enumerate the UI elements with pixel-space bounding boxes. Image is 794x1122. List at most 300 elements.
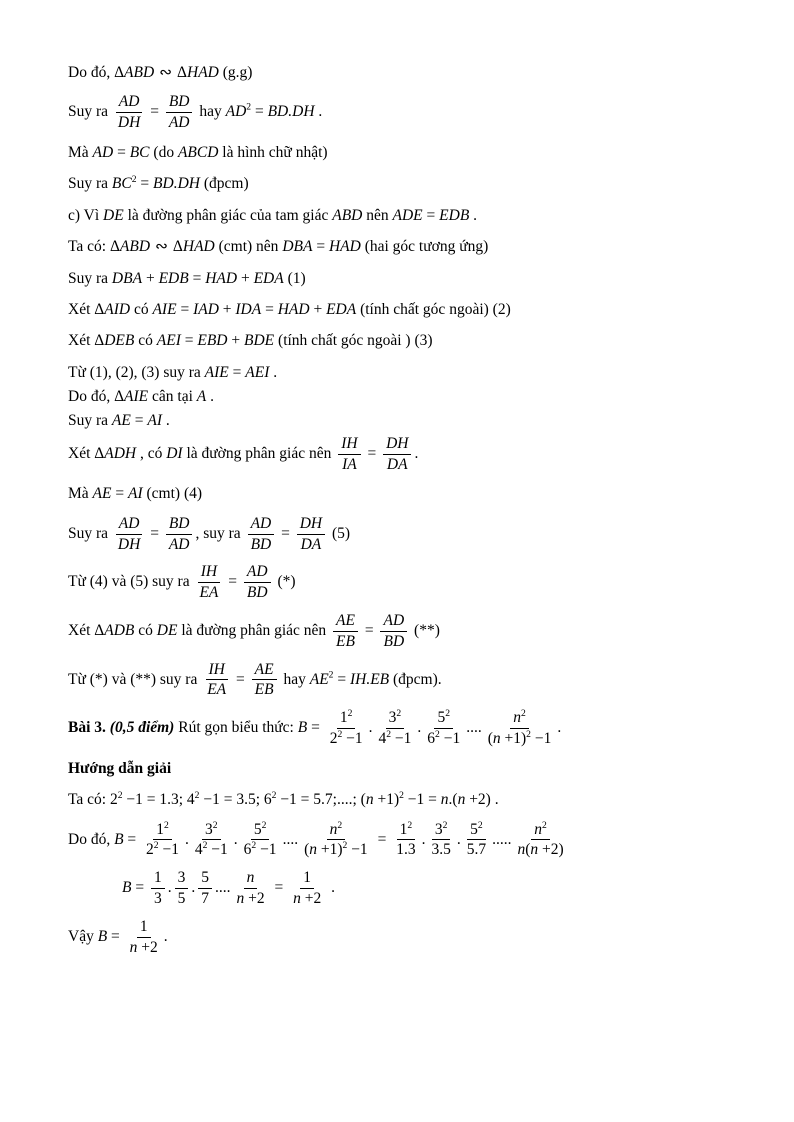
text-run: 5 [177,890,186,908]
math-run: HAD [205,269,238,287]
text-run: −1 [158,841,179,859]
text-run: . [557,719,562,737]
text-run: −1 [342,730,363,748]
fraction [166,93,193,132]
fraction [424,709,463,748]
text-run: = [224,573,241,591]
superscript: 2 [520,708,526,720]
fraction-denominator [115,113,143,132]
similarity-symbol: ∾ [150,237,173,256]
text-run: 4 [378,730,387,748]
superscript: 2 [117,790,123,802]
fraction-denominator [244,583,271,602]
text-run: −1 [439,730,461,748]
fraction-denominator [143,840,182,859]
fraction-numerator [244,563,271,583]
fraction [248,515,275,554]
math-run: AD [246,563,268,581]
math-run: AE [309,670,329,688]
math-run: ABD [332,206,363,224]
text-run: = [176,300,194,318]
fraction [290,869,324,908]
text-run: +2) . [465,791,499,809]
text-run: +1) [373,791,400,809]
text-run: Ta có: 2 [68,791,118,809]
text-line-20 [68,758,758,779]
fraction-denominator [151,889,165,908]
superscript: 2 [542,819,547,831]
text-run: Rút gọn biểu thức: [178,719,298,737]
fraction-denominator [233,889,267,908]
text-run: có [134,621,157,639]
text-run: là đường phân giác của tam giác [123,206,333,224]
superscript: 2 [477,819,483,831]
text-run: 3 [434,820,443,838]
fraction [166,515,193,554]
document-body [68,62,758,957]
text-run: = [261,300,278,318]
text-run: ( [487,730,493,748]
text-run: (1) [283,269,306,287]
fraction-numerator [244,869,258,889]
text-run: + [218,300,236,318]
text-run: (cmt) (4) [142,485,203,503]
fraction [115,515,143,554]
text-line-2 [68,93,758,132]
text-run: + [142,269,159,287]
text-run: . [314,103,323,121]
text-run: . [269,363,278,381]
text-run: −1 = [403,791,441,809]
math-run: BD.DH [267,103,315,121]
text-run: (đpcm) [199,175,249,193]
text-run: 3 [388,709,397,727]
math-run: HAD [277,300,310,318]
math-run: n [365,791,374,809]
text-run: = [232,670,249,688]
text-run: = [131,879,148,897]
math-run: DA [386,455,408,473]
text-run: 1.3 [396,841,416,859]
fraction [127,918,161,957]
math-run: AE [92,485,112,503]
fraction-numerator [383,435,411,455]
text-run: 3 [177,869,186,887]
math-run: AD [118,93,140,111]
math-run: HAD [182,238,215,256]
math-run: BDE [244,332,275,350]
math-run: AE [336,612,355,629]
math-run: DE [156,621,178,639]
math-run: n [293,890,301,908]
superscript: 2 [261,819,267,831]
superscript: 2 [246,102,252,114]
similarity-symbol: ∾ [154,63,178,81]
text-run: = [360,621,378,639]
text-line-8 [68,299,758,320]
fraction-denominator [380,632,407,651]
text-run: = [111,485,128,503]
text-line-21 [68,789,758,810]
fraction-numerator [116,93,143,113]
text-run: Do đó, Δ [68,64,125,81]
text-run: ..... [492,830,512,848]
fraction-denominator [485,729,555,748]
text-run: (cmt) nên [214,238,283,256]
fraction-numerator [380,612,407,632]
text-line-11 [68,386,758,407]
fraction [514,821,566,860]
text-run: + [309,300,327,318]
text-run: (g.g) [218,64,253,81]
math-run: AD [168,114,190,132]
fraction-denominator [115,535,143,554]
math-run: AIE [204,363,229,381]
fraction-numerator [166,93,193,113]
math-run: ABD [124,64,155,81]
text-run: 6 [243,841,252,859]
superscript: 2 [163,819,169,831]
fraction-numerator [151,869,165,889]
fraction [428,821,453,860]
superscript: 2 [131,174,137,186]
text-run: = [312,238,329,256]
text-run: Suy ra [68,412,112,430]
text-run: Suy ra [68,175,112,193]
fraction-denominator [166,113,193,132]
superscript: 2 [251,840,257,852]
text-run: có [134,332,157,350]
text-run: ( [304,841,310,859]
text-run: . [414,444,419,462]
text-run: = [136,175,154,193]
text-run: . [368,719,373,737]
math-run: DH [117,114,141,132]
text-run: (tính chất góc ngoài) (2) [356,300,511,318]
text-run: cân tại [148,388,197,405]
text-run: . [456,830,461,848]
text-run: 3 [153,890,162,908]
superscript: 2 [435,728,440,740]
fraction-numerator [397,821,416,841]
text-run: .... [466,719,482,737]
text-run: Xét Δ [68,332,105,350]
math-run: BD [168,93,190,111]
fraction-numerator [248,515,275,535]
fraction-numerator [338,435,360,455]
math-run: IDA [235,300,262,318]
text-run: = [333,670,350,688]
text-run: . [417,719,422,737]
text-run: 5.7 [466,841,487,859]
math-run: ABCD [177,144,219,161]
text-run: . [163,927,168,945]
text-run: Suy ra [68,269,112,287]
text-run: +1) [316,841,343,859]
text-run: . [327,879,335,897]
text-run: 5 [470,820,478,838]
fraction [151,869,165,908]
text-run: −1 [256,841,277,859]
math-run: AE [111,412,131,430]
math-run: BD [246,584,268,602]
fraction-numerator [297,515,325,535]
fraction-numerator [153,821,172,841]
math-run: IH [341,434,358,452]
text-line-1 [68,62,758,83]
text-run: Từ (4) và (5) suy ra [68,573,194,591]
fraction-denominator [166,535,193,554]
fraction-denominator [301,840,371,859]
fraction-denominator [241,840,280,859]
text-run: = [422,206,440,224]
math-run: DEB [104,332,135,350]
fraction-numerator [386,709,405,729]
superscript: 2 [386,728,392,740]
fraction [380,612,407,651]
text-run: = [373,830,391,848]
math-run: AEI [245,363,270,381]
text-run: 2 [329,730,338,748]
superscript: 2 [342,840,348,852]
math-run: n [246,869,255,887]
text-run: (do [149,144,178,161]
text-run: 1 [153,869,162,887]
fraction [175,869,189,908]
fraction [192,821,231,860]
text-run: = [363,444,381,462]
fraction-denominator [384,455,411,474]
math-run: AD [225,103,247,121]
fraction-numerator [198,869,212,889]
text-run: −1 [530,730,552,748]
fraction [301,821,371,860]
text-line-18 [68,661,758,700]
fraction-numerator [432,821,451,841]
math-run: IH.EB [349,670,390,688]
math-run: A [196,388,207,405]
math-run: IAD [193,300,219,318]
math-run: IH [200,563,218,581]
fraction-denominator [248,535,275,554]
superscript: 2 [399,790,404,802]
bold-run: Hướng dẫn giải [68,759,172,777]
fraction [252,661,277,700]
superscript: 2 [526,728,531,740]
fraction-denominator [327,729,366,748]
text-run: Mà [68,144,93,161]
text-run: . [233,830,238,848]
fraction [204,661,229,700]
text-line-24 [68,918,758,957]
fraction-denominator [464,840,489,859]
fraction [327,709,366,748]
text-line-3 [68,142,758,163]
text-run: . [191,879,196,897]
fraction-numerator [531,821,550,841]
text-run: (5) [328,524,351,542]
text-run: = [307,719,324,737]
superscript: 2 [337,728,343,740]
math-run: AD [383,612,405,629]
text-run: = [113,144,130,161]
text-run: = [123,830,141,848]
fraction-numerator [137,918,151,938]
text-run: (đpcm). [389,670,442,688]
math-run: n [329,820,338,838]
text-run: 5 [437,709,446,727]
text-run: (tính chất góc ngoài ) (3) [274,332,433,350]
fraction-denominator [428,840,453,859]
text-run: +1) [500,730,527,748]
math-run: HAD [187,64,219,81]
text-run: Ta có: Δ [68,238,120,256]
math-run: ADH [104,444,137,462]
math-run: IH [208,660,225,678]
text-run: Xét Δ [68,300,105,318]
text-run: Xét Δ [68,444,105,462]
math-run: AD [168,535,190,553]
fraction [338,435,360,474]
superscript: 2 [407,819,413,831]
fraction-denominator [514,840,566,859]
math-run: AIE [124,388,149,405]
bold-run: Bài 3. [68,719,110,737]
text-run: (**) [410,621,440,639]
math-run: AI [147,412,162,430]
text-run: +2 [137,938,158,956]
superscript: 2 [271,790,277,802]
math-run: ADB [104,621,135,639]
text-run: 2 [146,841,154,859]
text-line-9 [68,330,758,351]
text-run: 4 [194,841,203,859]
fraction-numerator [251,821,270,841]
text-run: = [188,269,206,287]
text-run: .( [448,791,458,809]
math-run: AD [92,144,114,161]
superscript: 2 [194,790,200,802]
text-run: 3.5 [431,841,451,859]
fraction-denominator [424,729,463,748]
text-line-19 [68,709,758,748]
fraction-numerator [510,709,529,729]
fraction-denominator [198,889,212,908]
fraction-denominator [252,680,277,699]
text-run: −1 = 1.3; 4 [122,791,195,809]
text-line-5 [68,205,758,226]
math-run: AID [104,300,131,318]
math-run: EDA [253,269,284,287]
fraction-numerator [467,821,486,841]
superscript: 2 [212,819,218,831]
superscript: 2 [153,840,159,852]
text-run: = [146,524,163,542]
text-run: Vậy [68,927,98,945]
text-run: Mà [68,485,93,503]
text-run: . [162,412,170,430]
text-run: có [130,300,153,318]
fraction-numerator [327,821,346,841]
fraction-numerator [116,515,143,535]
fraction [233,869,267,908]
text-run: Suy ra [68,103,112,121]
text-run: = [270,879,288,897]
text-run: −1 [391,730,412,748]
math-run: AIE [152,300,177,318]
text-run: . [167,879,172,897]
text-line-23 [122,869,758,908]
fraction [383,435,411,474]
math-run: EA [199,584,219,602]
math-run: n [492,730,501,748]
math-run: ABD [119,238,151,256]
fraction-numerator [337,709,356,729]
math-run: EB [336,632,355,650]
fraction-denominator [375,729,414,748]
fraction [241,821,280,860]
math-run: n [457,791,466,809]
fraction [196,563,221,602]
math-run: n [129,938,138,956]
math-run: DBA [282,238,313,256]
text-line-6 [68,236,758,257]
math-run: B [97,927,108,945]
text-run: hay [195,103,226,121]
text-run: là đường phân giác nên [182,444,336,462]
fraction-numerator [300,869,314,889]
fraction [464,821,489,860]
text-run: nên [362,206,393,224]
math-run: n [534,820,543,838]
math-run: EA [207,681,227,699]
math-run: n [440,791,449,809]
text-line-15 [68,515,758,554]
superscript: 2 [347,708,353,720]
text-line-13 [68,435,758,474]
text-run: = [180,332,198,350]
text-run: +2 [300,890,322,908]
text-run: (*) [273,573,296,591]
fraction-denominator [204,680,229,699]
text-run: 6 [427,730,436,748]
text-line-4 [68,173,758,194]
math-run: ADE [392,206,423,224]
fraction-numerator [202,821,221,841]
fraction-numerator [206,661,228,681]
text-run: 1 [399,820,408,838]
text-run: = [277,524,294,542]
text-run: là hình chữ nhật) [218,144,328,161]
fraction [198,869,212,908]
text-line-22 [68,821,758,860]
text-run: +2) [538,841,564,859]
text-run: = [130,412,148,430]
math-run: AD [250,514,272,532]
text-run: Suy ra [68,524,112,542]
text-run: = [228,363,246,381]
fraction [333,612,358,651]
math-run: EDB [158,269,189,287]
math-run: DH [299,514,323,532]
superscript: 2 [328,669,334,681]
math-run: B [297,719,308,737]
text-run: = [146,103,163,121]
math-run: HAD [328,238,361,256]
text-run: 1 [339,709,348,727]
fraction-denominator [339,455,360,474]
text-run: + [237,269,254,287]
